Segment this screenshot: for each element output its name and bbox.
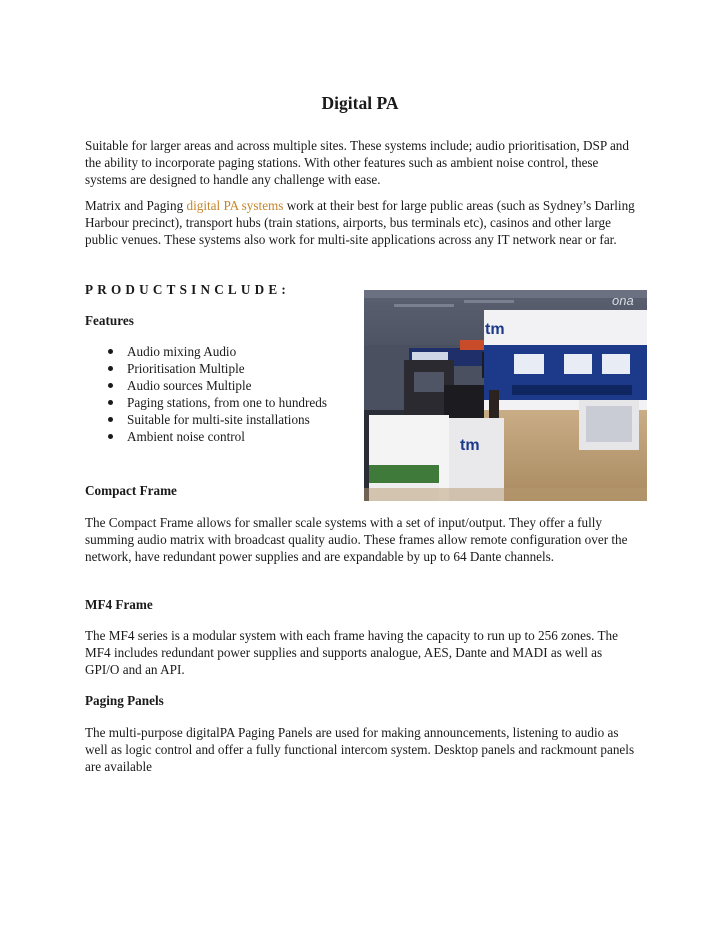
mf4-frame-paragraph: The MF4 series is a modular system with each frame having the capacity to run up to 256 zones. The MF4 includes redundant power supplies and supports analogue, AES, Dante and MADI as well as GPI/O and an API. <box>85 628 618 677</box>
products-include-heading: PRODUCTSINCLUDE: <box>85 282 290 297</box>
svg-text:tm: tm <box>460 437 480 454</box>
paging-panels-paragraph: The multi-purpose digitalPA Paging Panels are used for making announcements, listening to audio as well as logic control and offer a fully functional intercom system. Desktop panels and rackmount panels are available <box>85 725 635 774</box>
compact-frame-paragraph: The Compact Frame allows for smaller scale systems with a set of input/output. They offer a fully summing audio matrix with broadcast quality audio. These frames allow remote configuration over the network, have redundant power supplies and are expandable by up to 64 Dante channels. <box>85 515 628 564</box>
intro-paragraph: Suitable for larger areas and across multiple sites. These systems include; audio prioritisation, DSP and the ability to incorporate paging stations. With other features such as ambient noise control, these systems are designed to handle any challenge with ease. <box>85 138 629 187</box>
svg-text:tm: tm <box>485 321 505 338</box>
features-list <box>108 343 327 446</box>
matrix-paragraph <box>85 197 637 248</box>
compact-frame-heading: Compact Frame <box>85 483 177 498</box>
booth-brand-text: ona <box>612 293 634 308</box>
paging-panels-heading: Paging Panels <box>85 693 164 708</box>
page-title: Digital PA <box>321 93 399 113</box>
list-item: Audio sources Multiple <box>108 377 327 394</box>
digital-pa-systems-link[interactable]: digital PA systems <box>186 198 284 213</box>
list-item: Suitable for multi-site installations <box>108 411 327 428</box>
features-heading: Features <box>85 313 134 328</box>
exhibition-booth-photo <box>364 290 647 501</box>
matrix-text-before: Matrix and Paging <box>85 198 187 213</box>
matrix-text-after: work at their best for large public areas (such as Sydney’s Darling Harbour precinct), transport hubs (train stations, airports, bus terminals etc), casinos and other large public venues. These systems also work for multi-site applications across any IT network near or far. <box>85 198 635 247</box>
list-item: Paging stations, from one to hundreds <box>108 394 327 411</box>
list-item: Prioritisation Multiple <box>108 360 327 377</box>
list-item: Ambient noise control <box>108 428 327 445</box>
mf4-frame-heading: MF4 Frame <box>85 597 153 612</box>
list-item: Audio mixing Audio <box>108 343 327 360</box>
